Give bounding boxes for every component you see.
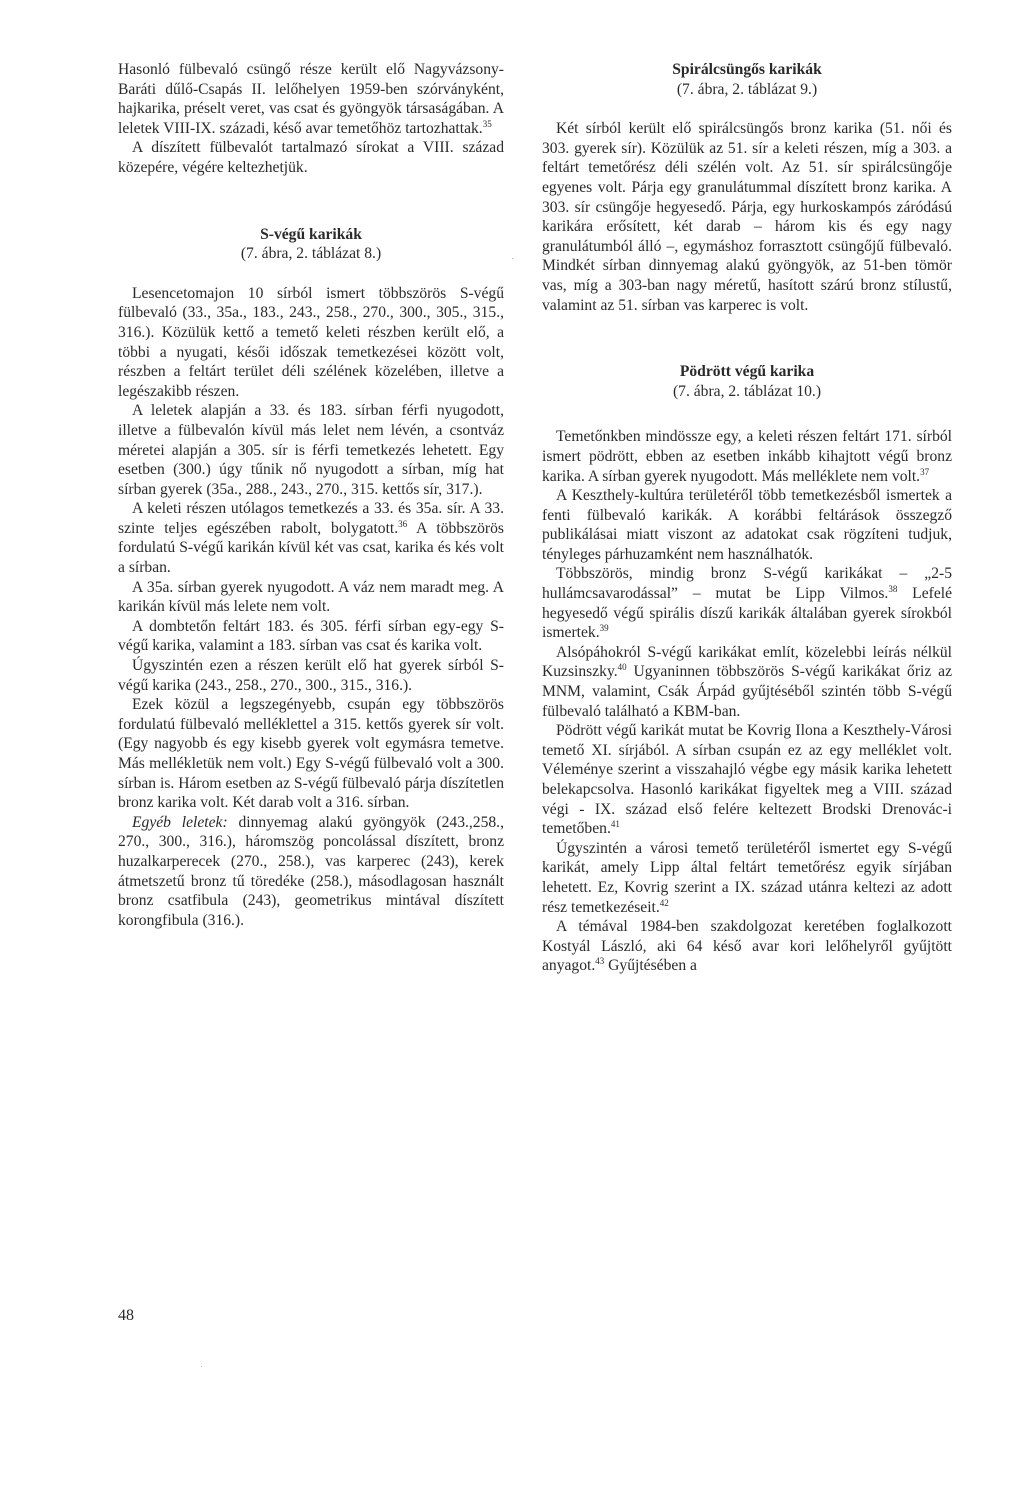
paragraph: Úgyszintén a városi temető területéről ismertet egy S-végű karikát, amely Lipp által feltárt temetőrész egyik sírjában lehetett. Ez, Kovrig szerint a IX. század utánra keltezi az adott rész temetkezéseit.$^{42}$ — [542, 839, 952, 916]
footnote-ref: 37 — [920, 466, 930, 477]
section-reference: (7. ábra, 2. táblázat 10.) — [672, 382, 822, 400]
section-heading: Spirálcsüngős karikák — [672, 61, 822, 78]
paragraph: Egyéb leletek: dinnyemag alakú gyöngyök (243.,258., 270., 300., 316.), háromszög poncolással díszített, bronz huzalkarperecek (270., 258.), vas karperec (243), kerek átmetszetű bronz tű töredéke (258.), másodlagosan használt bronz csatfibula (243), geometrikus mintával díszített korongfibula (316.). — [118, 813, 504, 929]
footnote-ref: 43 — [595, 956, 605, 967]
paragraph: A dombtetőn feltárt 183. és 305. férfi sírban egy-egy S-végű karika, valamint a 183. sírban vas csat és karika volt. — [118, 617, 504, 655]
section-reference: (7. ábra, 2. táblázat 8.) — [240, 245, 382, 263]
paragraph: Pödrött végű karikát mutat be Kovrig Ilona a Keszthely-Városi temető XI. sírjából. A sírban csupán ez az egy melléklet volt. Véleménye szerint a visszahajló végbe egy másik karika lehetett belekapcsolva. Hasonló karikákat figyeltek meg a VIII. század végi - IX. század első felére keltezett Brodski Drenovác-i temetőben.$^{41}$ — [542, 722, 952, 838]
paragraph: A keleti részen utólagos temetkezés a 33. és 35a. sír. A 33. szinte teljes egészében rabolt, bolygatott.$^{36}$ A többszörös fordulatú S-végű karikán kívül két vas csat, karika és kés volt a sírban. — [118, 500, 504, 577]
section-heading: Pödrött végű karika — [679, 363, 815, 381]
footnote-ref: 35 — [482, 118, 492, 129]
footnote-ref: 36 — [398, 518, 408, 529]
footnote-ref: 38 — [888, 583, 898, 594]
paragraph: Alsópáhokról S-végű karikákat említ, közelebbi leírás nélkül Kuzsinszky.$^{40}$ Ugyaninnen többszörös S-végű karikákat őriz az MNM, valamint, Csák Árpád gyűjtéséből szintén több S-végű fülbevaló található a KBM-ban. — [542, 643, 952, 720]
right-column — [542, 60, 952, 976]
paragraph: Lesencetomajon 10 sírból ismert többszörös S-végű fülbevaló (33., 35a., 183., 243., 258., 270., 300., 305., 315., 316.). Közülük kettő a temető keleti részben került elő, a többi a nyugati, késői időszak temetkezései között volt, részben a feltárt terület déli szélének közelében, illetve a legészakibb részen. — [118, 284, 504, 400]
left-column — [118, 60, 504, 930]
italic-label: Egyéb leletek: — [132, 813, 228, 831]
scan-speck — [512, 258, 513, 259]
paragraph: Két sírból került elő spirálcsüngős bronz karika (51. női és 303. gyerek sír). Közülük az 51. sír a keleti részen, míg a 303. a feltárt temetőrész déli szélén volt. Az 51. sír spirálcsüngője egyenes volt. Párja egy granulátummal díszített bronz karika. A 303. sír csüngője hegyesedő. Párja, egy hurkoskampós záródású karikára erősített, két darab – három kis és egy nagy granulátumból álló –, egymáshoz forrasztott csüngőjű fülbevaló. Mindkét sírban dinnyemag alakú gyöngyök, az 51-ben tömör vas, míg a 303-ban nagy méretű, hasított szárú bronz stílustű, valamint az 51. sírban vas karperec is volt. — [542, 120, 952, 314]
section-reference: (7. ábra, 2. táblázat 9.) — [676, 80, 818, 98]
paragraph: Ezek közül a legszegényebb, csupán egy többszörös fordulatú fülbevaló melléklettel a 315. kettős gyerek sír volt. (Egy nagyobb és egy kisebb gyerek volt egymásra temetve. Más mellékletük nem volt.) Egy S-végű fülbevaló volt a 300. sírban is. Három esetben az S-végű fülbevaló párja díszítetlen bronz karika volt. Két darab volt a 316. sírban. — [118, 696, 504, 812]
paragraph: A 35a. sírban gyerek nyugodott. A váz nem maradt meg. A karikán kívül más lelete nem volt. — [118, 578, 504, 616]
page-number: 48 — [118, 1307, 134, 1324]
paragraph: A díszített fülbevalót tartalmazó sírokat a VIII. század közepére, végére keltezhetjük. — [118, 139, 504, 176]
footnote-ref: 39 — [599, 623, 609, 634]
paragraph: Temetőnkben mindössze egy, a keleti részen feltárt 171. sírból ismert pödrött, ebben az esetben inkább kihajtott végű bronz karika. A sírban gyerek nyugodott. Más melléklete nem volt.$^{37}$ — [542, 428, 952, 485]
paragraph: A leletek alapján a 33. és 183. sírban férfi nyugodott, illetve a fülbevalón kívül más lelet nem lévén, a csontváz méretei alapján a 305. sír is férfi temetkezés lehetett. Egy esetben (300.) úgy tűnik nő nyugodott a sírban, míg hat sírban gyerek (35a., 288., 243., 270., 315. kettős sír, 317.). — [118, 402, 504, 498]
paragraph: A Keszthely-kultúra területéről több temetkezésből ismertek a fenti fülbevaló karikák. A korábbi feltárások összegző publikálásai miatt viszont az adatokat csak rögzíteni tudjuk, tényleges párhuzamként nem használhatók. — [542, 487, 952, 563]
scan-speck — [201, 1366, 202, 1367]
footnote-ref: 42 — [659, 897, 669, 908]
footnote-ref: 40 — [617, 662, 627, 673]
section-heading: S-végű karikák — [260, 225, 362, 243]
paragraph: Hasonló fülbevaló csüngő része került elő Nagyvázsony-Baráti dűlő-Csapás II. lelőhelyen 1959-ben szórványként, hajkarika, préselt veret, vas csat és gyöngyök társaságában. A leletek VIII-IX. századi, késő avar temetőhöz tartozhattak.$^{35}$ — [118, 61, 504, 137]
paragraph: Többszörös, mindig bronz S-végű karikákat – „2-5 hullámcsavarodással” – mutat be Lipp Vilmos.$^{38}$ Lefelé hegyesedő végű spirális díszű karikák általában gyerek sírokból ismertek.$^{39}$ — [542, 565, 952, 642]
paragraph: Úgyszintén ezen a részen került elő hat gyerek sírból S-végű karika (243., 258., 270., 300., 315., 316.). — [118, 657, 504, 694]
paragraph: A témával 1984-ben szakdolgozat keretében foglalkozott Kostyál László, aki 64 késő avar kori lelőhelyről gyűjtött anyagot.$^{43}$ Gyűjtésében a — [542, 918, 952, 975]
footnote-ref: 41 — [610, 819, 620, 829]
